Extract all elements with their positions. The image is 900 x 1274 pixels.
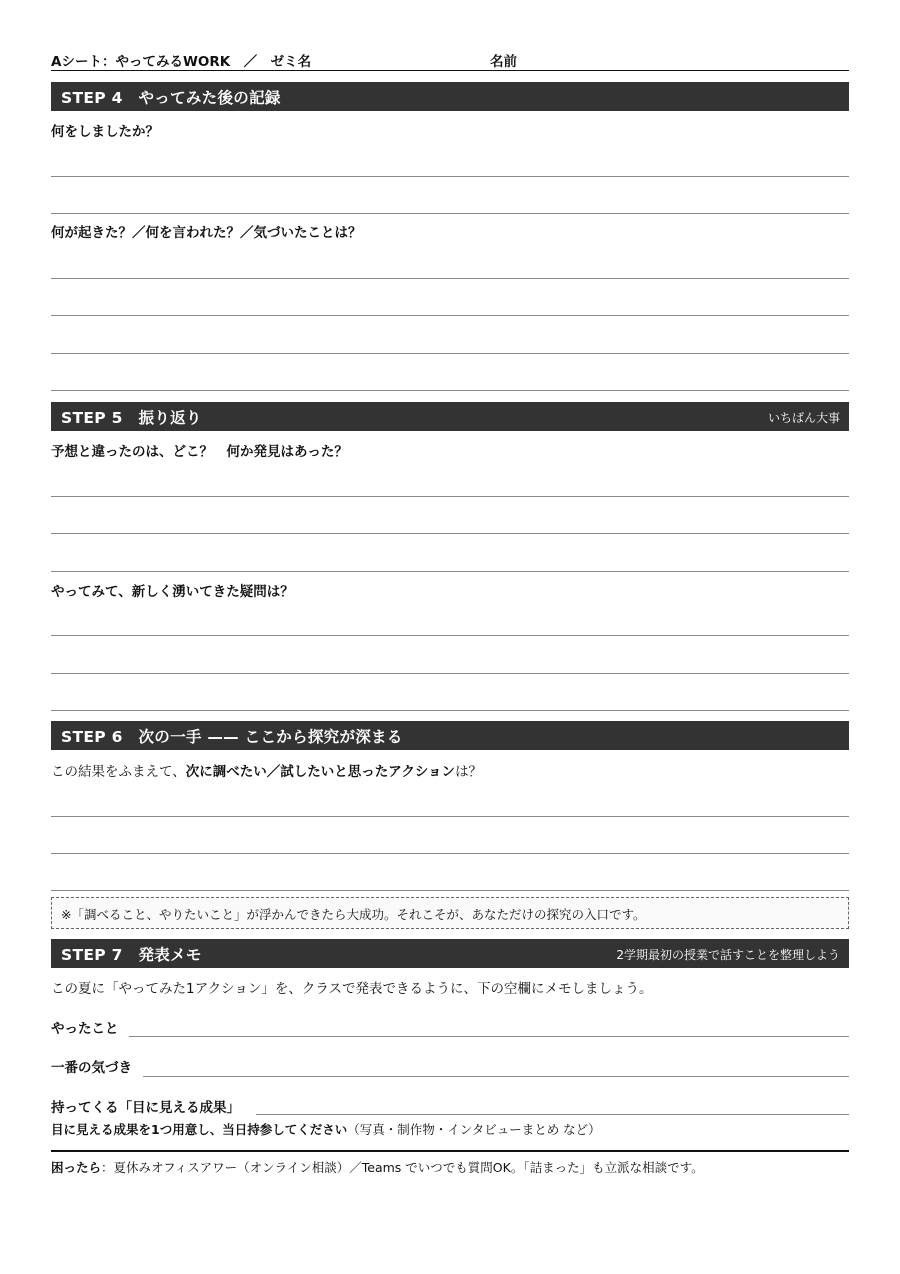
step6-header bbox=[51, 721, 849, 750]
outcome-instruction-examples: （写真・制作物・インタビューまとめ など） bbox=[347, 1122, 601, 1137]
answer-line[interactable] bbox=[51, 710, 849, 711]
memo-line-done[interactable] bbox=[129, 1036, 849, 1037]
step6-note: ※「調べること、やりたいこと」が浮かんできたら大成功。それこそが、あなただけの探究の入口です。 bbox=[61, 907, 646, 922]
help-footer bbox=[51, 1158, 704, 1176]
step7-intro: この夏に「やってみた1アクション」を、クラスで発表できるように、下の空欄にメモしましょう。 bbox=[51, 981, 653, 997]
step6-prompt-start: この結果をふまえて、 bbox=[51, 764, 186, 780]
step6-prompt bbox=[51, 760, 482, 780]
footer-label: 困ったら bbox=[51, 1160, 102, 1175]
step4-title: STEP 4 やってみた後の記録 bbox=[61, 89, 281, 107]
memo-line-outcome[interactable] bbox=[256, 1114, 849, 1115]
step4-question-1: 何をしましたか？ bbox=[51, 124, 159, 140]
step5-question-1: 予想と違ったのは、どこ？ 何か発見はあった？ bbox=[51, 444, 348, 460]
step5-title: STEP 5 振り返り bbox=[61, 409, 202, 427]
sheet-header bbox=[51, 48, 849, 71]
answer-line[interactable] bbox=[51, 315, 849, 316]
answer-line[interactable] bbox=[51, 673, 849, 674]
memo-line-insight[interactable] bbox=[143, 1076, 849, 1077]
answer-line[interactable] bbox=[51, 176, 849, 177]
outcome-instruction-emphasis: 目に見える成果を1つ用意し、当日持参してください bbox=[51, 1122, 348, 1137]
step5-header bbox=[51, 402, 849, 431]
footer-divider bbox=[51, 1150, 849, 1152]
memo-label-outcome: 持ってくる「目に見える成果」 bbox=[51, 1100, 240, 1116]
answer-line[interactable] bbox=[51, 213, 849, 214]
step6-title: STEP 6 次の一手 —— ここから探究が深まる bbox=[61, 728, 403, 746]
memo-label-insight: 一番の気づき bbox=[51, 1060, 132, 1076]
step4-header bbox=[51, 82, 849, 111]
name-label: 名前 bbox=[490, 54, 517, 70]
footer-text: ：夏休みオフィスアワー（オンライン相談）／Teams でいつでも質問OK。「詰まった」も立派な相談です。 bbox=[101, 1160, 704, 1175]
step7-tag: 2学期最初の授業で話すことを整理しよう bbox=[616, 948, 840, 962]
step6-prompt-emphasis: 次に調べたい／試したいと思ったアクション bbox=[185, 764, 456, 780]
memo-label-done: やったこと bbox=[51, 1021, 119, 1037]
sheet-label: Aシート：やってみるWORK ／ ゼミ名 bbox=[51, 54, 312, 70]
step6-note-box bbox=[51, 897, 849, 929]
step5-tag: いちばん大事 bbox=[767, 411, 840, 425]
outcome-instruction bbox=[51, 1120, 601, 1138]
step5-question-2: やってみて、新しく湧いてきた疑問は？ bbox=[51, 584, 294, 600]
answer-line[interactable] bbox=[51, 278, 849, 279]
step7-header bbox=[51, 939, 849, 968]
step6-prompt-end: は？ bbox=[455, 764, 483, 780]
answer-line[interactable] bbox=[51, 635, 849, 636]
step7-title: STEP 7 発表メモ bbox=[61, 946, 202, 964]
answer-line[interactable] bbox=[51, 353, 849, 354]
answer-line[interactable] bbox=[51, 533, 849, 534]
answer-line[interactable] bbox=[51, 853, 849, 854]
answer-line[interactable] bbox=[51, 890, 849, 891]
answer-line[interactable] bbox=[51, 816, 849, 817]
answer-line[interactable] bbox=[51, 571, 849, 572]
answer-line[interactable] bbox=[51, 496, 849, 497]
answer-line[interactable] bbox=[51, 390, 849, 391]
step4-question-2: 何が起きた？／何を言われた？／気づいたことは？ bbox=[51, 225, 362, 241]
